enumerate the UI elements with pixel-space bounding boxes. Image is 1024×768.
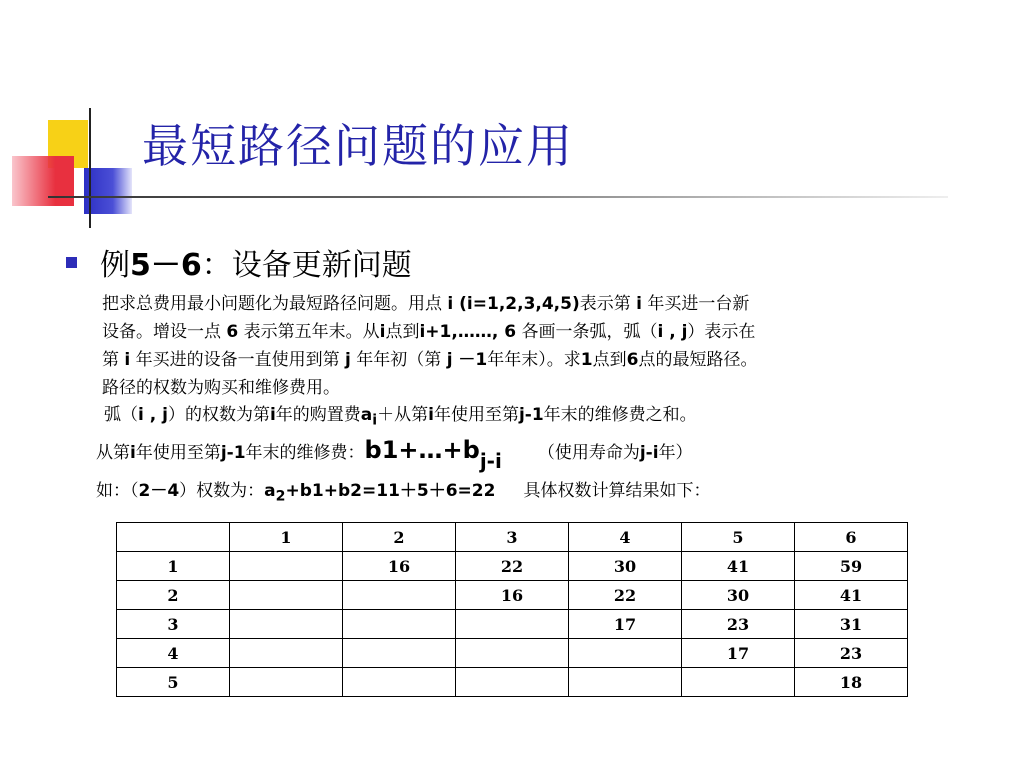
text: 表示第 [579,294,637,314]
text: +b1+b2=11＋5＋6=22 [285,481,496,501]
text: 1 [580,350,593,370]
example-heading [100,240,412,284]
table-cell: 30 [682,581,795,610]
decor-red-block [12,156,74,206]
table-cell: 4 [569,523,682,552]
example-line [96,476,710,504]
para-line-2 [102,318,992,346]
table-cell: 4 [117,639,230,668]
heading-prefix: 例 [100,248,130,283]
table-cell: 1 [230,523,343,552]
text: 各画一条弧，弧（ [516,322,658,342]
decor-vertical-line [89,108,91,228]
heading-suffix: ：设备更新问题 [201,248,412,283]
table-row [117,639,908,668]
table-cell: 31 [795,610,908,639]
text: i [269,405,276,425]
text: 年买进的设备一直使用到第 [130,350,346,370]
table-cell [456,639,569,668]
table-cell: 59 [795,552,908,581]
table-cell [117,523,230,552]
text: 如：（ [96,481,139,501]
table-row [117,581,908,610]
para-line-1 [102,290,992,318]
text: j-1 [220,443,246,463]
text: 6 [626,350,639,370]
table-cell [230,610,343,639]
decor-horizontal-line [48,196,948,198]
table-cell [569,639,682,668]
table-cell: 22 [456,552,569,581]
para-line-3 [102,346,992,374]
table-cell: 1 [117,552,230,581]
text: 具体权数计算结果如下： [523,481,711,501]
table-cell: 3 [117,610,230,639]
table-cell: 6 [795,523,908,552]
text: 把求总费用最小问题化为最短路径问题。用点 [102,294,448,314]
table-cell: 2 [343,523,456,552]
text: j [345,350,351,370]
decor-blue-block [84,168,132,214]
table-cell [569,668,682,697]
text: 表示第五年末。从 [238,322,380,342]
table-cell [230,639,343,668]
table-cell: 41 [795,581,908,610]
table-cell [230,581,343,610]
text: i , j [138,405,168,425]
text: i [428,405,434,425]
text: 2 [275,488,286,505]
table-cell: 30 [569,552,682,581]
text: 设备。增设一点 [102,322,227,342]
table-cell: 23 [682,610,795,639]
table-cell: 41 [682,552,795,581]
text: 弧（ [104,405,138,425]
text: 6 [226,322,239,342]
weight-table [116,522,908,697]
text: （使用寿命为 [537,443,640,463]
text: 点到 [592,350,627,370]
text: i [124,350,131,370]
text: 2－4 [138,481,180,501]
text: 从第 [96,443,130,463]
table-row [117,668,908,697]
text: i [372,412,378,429]
text: ）的权数为第 [167,405,270,425]
text: a [264,481,276,501]
table-cell [343,610,456,639]
text: 年使用至第 [135,443,221,463]
text: j －1 [446,350,488,370]
slide-title: 最短路径问题的应用 [142,119,574,173]
table-cell [343,639,456,668]
text: 年年初（第 [350,350,447,370]
table-cell: 2 [117,581,230,610]
table-cell: 18 [795,668,908,697]
table-cell: 17 [569,610,682,639]
text: ＋从第 [377,405,429,425]
formula-subscript: j-i [479,449,502,473]
table-cell: 5 [682,523,795,552]
text: i+1,……, 6 [419,322,517,342]
table-row [117,610,908,639]
arc-weight-line [104,400,697,428]
text: j-i [639,443,659,463]
table-header-row [117,523,908,552]
text: i , j [657,322,688,342]
table-cell [230,668,343,697]
text: 年的购置费 [275,405,361,425]
table-cell: 17 [682,639,795,668]
table-cell [456,668,569,697]
text: 第 [102,350,125,370]
text: ）表示在 [687,322,756,342]
text: 年年末）。求 [487,350,581,370]
bullet-icon [66,257,77,268]
table-cell [230,552,343,581]
text: i (i=1,2,3,4,5) [447,294,580,314]
text: a [360,405,373,425]
text: ）权数为： [179,481,265,501]
text: j-1 [518,405,544,425]
text: 点的最短路径。 [638,350,758,370]
text: 年末的维修费： [245,443,365,463]
table-cell [456,610,569,639]
table-cell: 22 [569,581,682,610]
text: i [379,322,386,342]
text: 年末的维修费之和。 [543,405,697,425]
text: 年） [658,443,693,463]
problem-description [102,290,992,402]
table-cell: 16 [343,552,456,581]
table-cell: 5 [117,668,230,697]
text: 年买进一台新 [641,294,750,314]
table-cell: 16 [456,581,569,610]
text: 年使用至第 [433,405,519,425]
para-line-4: 路径的权数为购买和维修费用。 [102,378,340,398]
text: i [636,294,642,314]
table-cell [343,668,456,697]
text: 点到 [385,322,420,342]
table-cell: 3 [456,523,569,552]
table-cell: 23 [795,639,908,668]
table-row [117,552,908,581]
formula: b1+…+b [364,436,480,464]
text: i [130,443,136,463]
table-cell [343,581,456,610]
maintenance-cost-line [96,436,693,473]
heading-number: 5－6 [130,248,202,283]
table-cell [682,668,795,697]
